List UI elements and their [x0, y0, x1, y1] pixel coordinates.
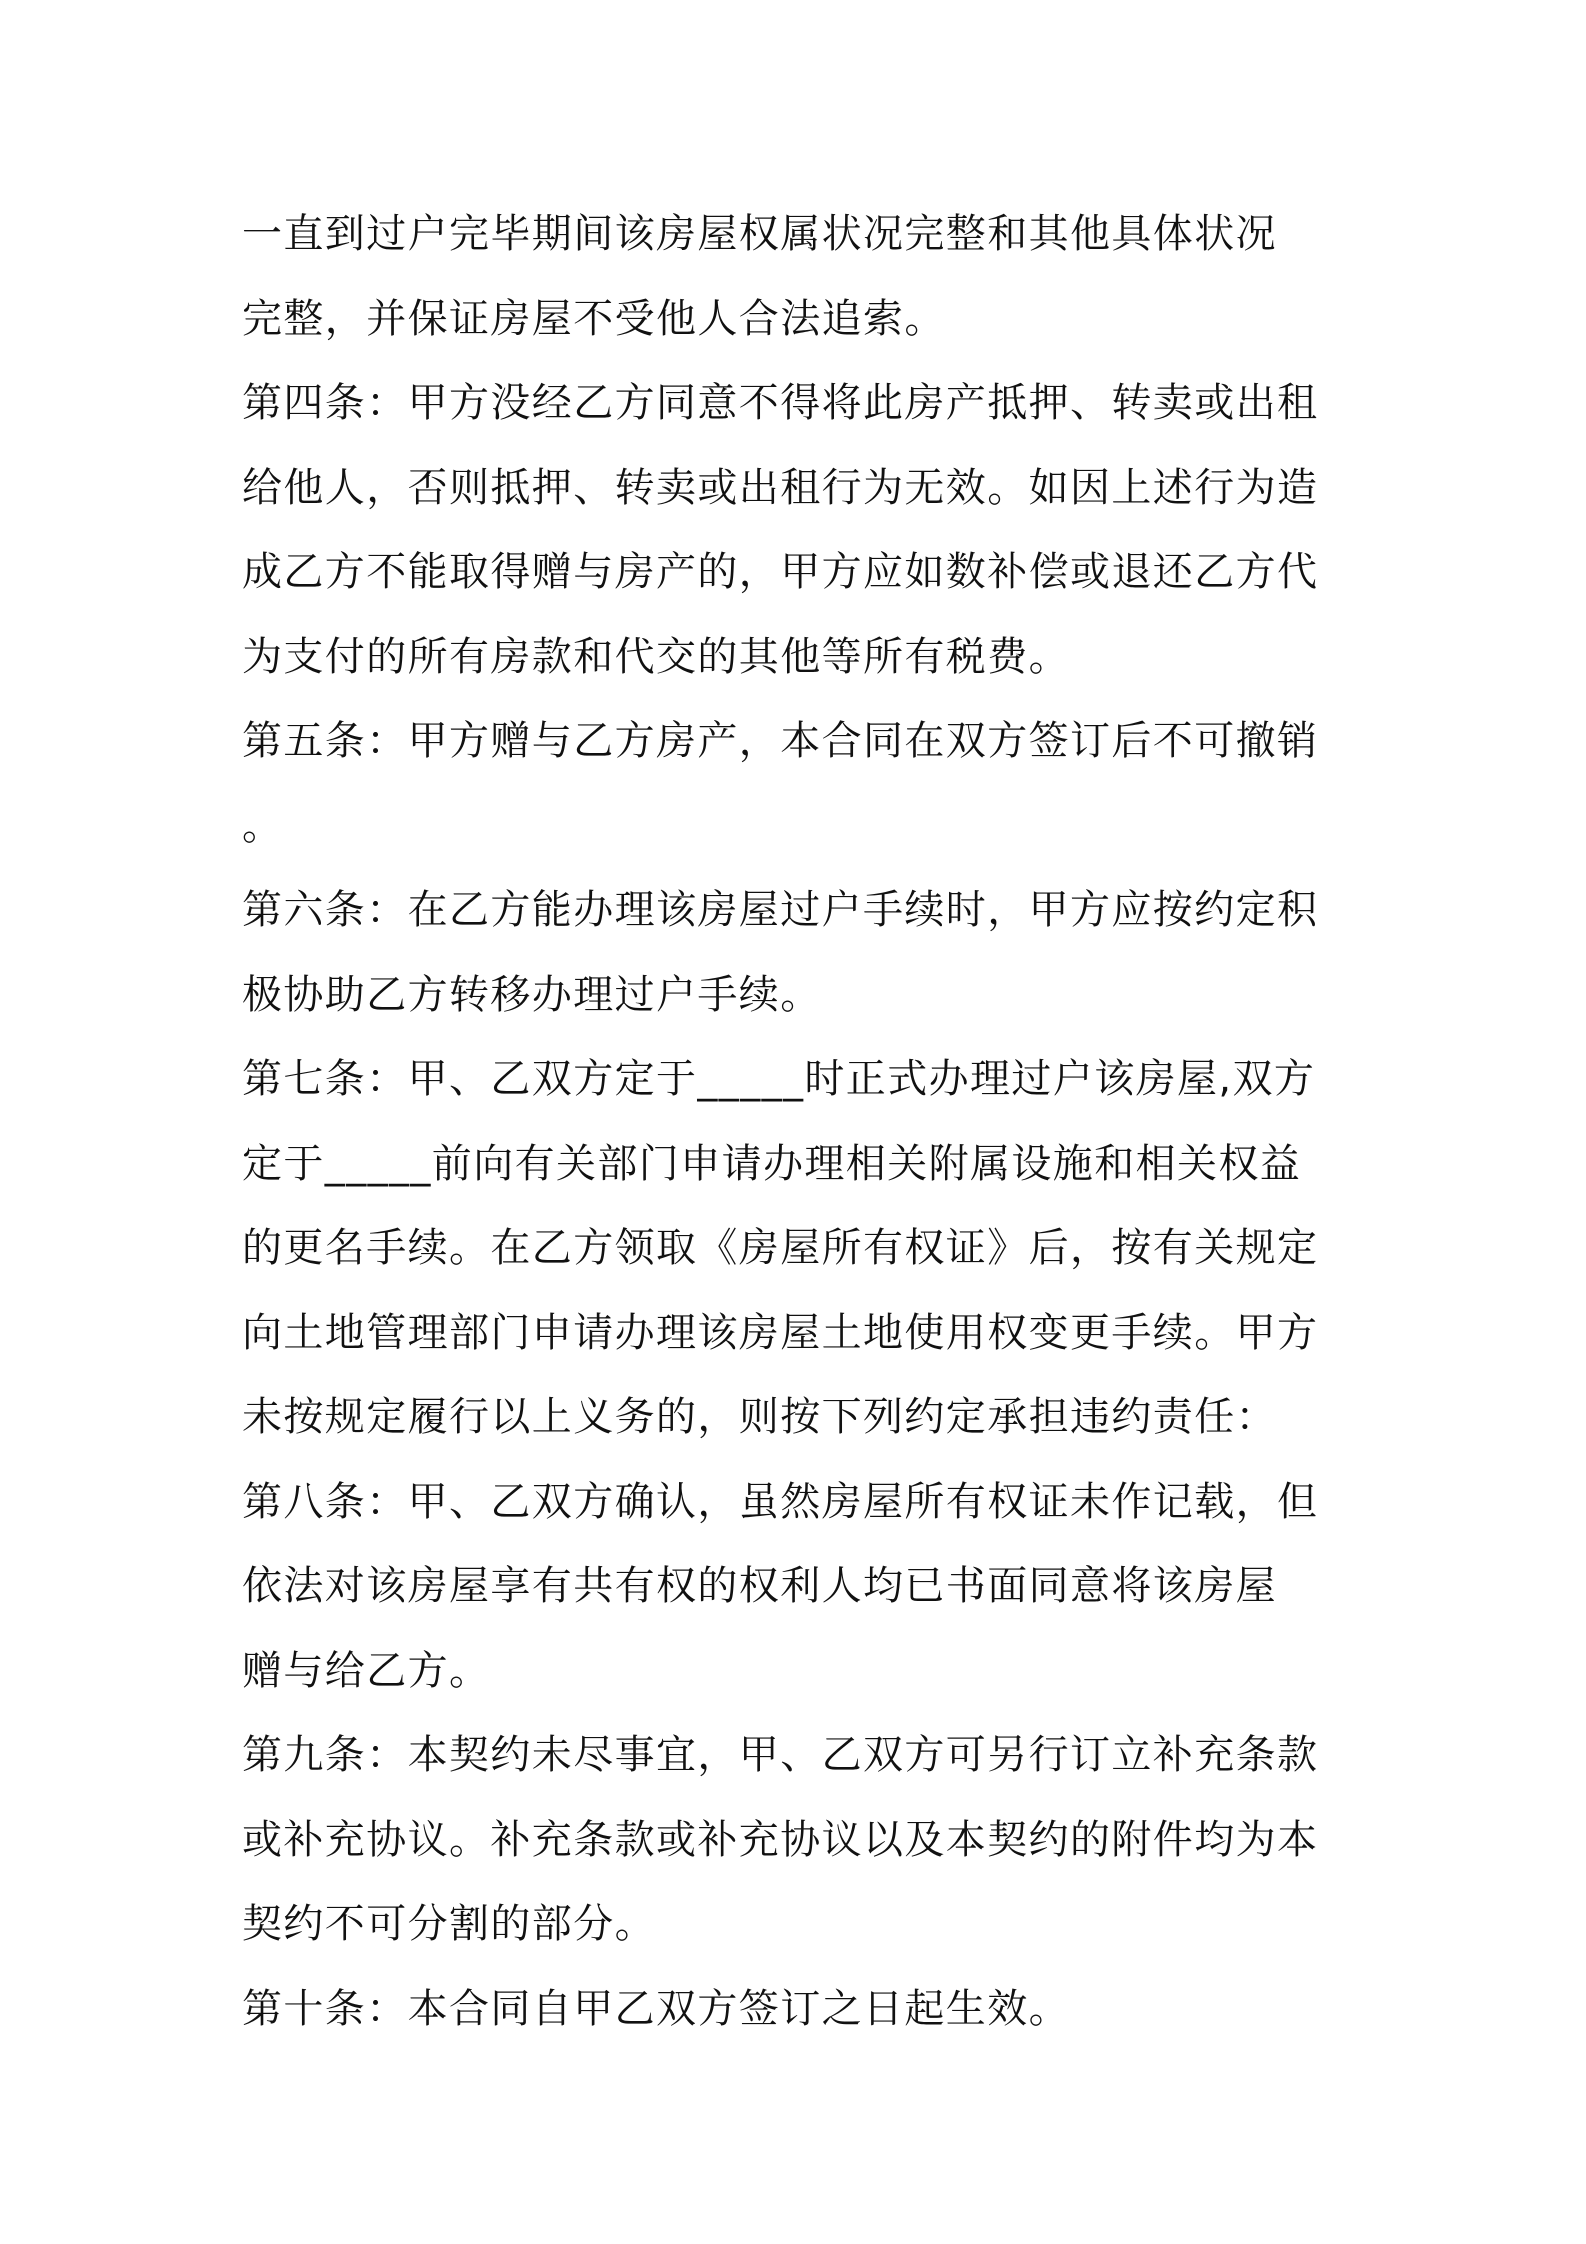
article-8-line-3: 赠与给乙方。 [242, 1647, 491, 1694]
article-4-line-2: 给他人，否则抵押、转卖或出租行为无效。如因上述行为造 [242, 464, 1319, 511]
article-8-line-1: 第八条：甲、乙双方确认，虽然房屋所有权证未作记载，但 [242, 1478, 1319, 1525]
article-5-line-1: 第五条：甲方赠与乙方房产，本合同在双方签订后不可撤销 [242, 718, 1319, 764]
text-line-continuation-1: 一直到过户完毕期间该房屋权属状况完整和其他具体状况 [242, 211, 1277, 257]
contract-text-body [242, 192, 1362, 2051]
article-7-line-2: 定于_____前向有关部门申请办理相关附属设施和相关权益 [242, 1140, 1302, 1187]
article-10-line-1: 第十条：本合同自甲乙双方签订之日起生效。 [242, 1985, 1070, 2032]
article-9-line-3: 契约不可分割的部分。 [242, 1901, 656, 1947]
article-6-line-2: 极协助乙方转移办理过户手续。 [242, 971, 822, 1018]
article-9-line-1: 第九条：本契约未尽事宜，甲、乙双方可另行订立补充条款 [242, 1732, 1319, 1778]
article-7-line-4: 向土地管理部门申请办理该房屋土地使用权变更手续。甲方 [242, 1309, 1319, 1356]
text-line-continuation-2: 完整，并保证房屋不受他人合法追索。 [242, 295, 946, 342]
article-7-line-5: 未按规定履行以上义务的，则按下列约定承担违约责任： [242, 1394, 1277, 1440]
article-4-line-3: 成乙方不能取得赠与房产的，甲方应如数补偿或退还乙方代 [242, 549, 1319, 595]
article-4-line-4: 为支付的所有房款和代交的其他等所有税费。 [242, 633, 1070, 680]
article-7-line-1: 第七条：甲、乙双方定于_____时正式办理过户该房屋,双方 [242, 1056, 1316, 1102]
article-7-line-3: 的更名手续。在乙方领取《房屋所有权证》后，按有关规定 [242, 1225, 1319, 1271]
article-8-line-2: 依法对该房屋享有共有权的权利人均已书面同意将该房屋 [242, 1563, 1277, 1609]
article-5-line-2: 。 [242, 802, 284, 849]
article-9-line-2: 或补充协议。补充条款或补充协议以及本契约的附件均为本 [242, 1816, 1319, 1863]
article-6-line-1: 第六条：在乙方能办理该房屋过户手续时，甲方应按约定积 [242, 887, 1319, 933]
article-4-line-1: 第四条：甲方没经乙方同意不得将此房产抵押、转卖或出租 [242, 380, 1319, 426]
